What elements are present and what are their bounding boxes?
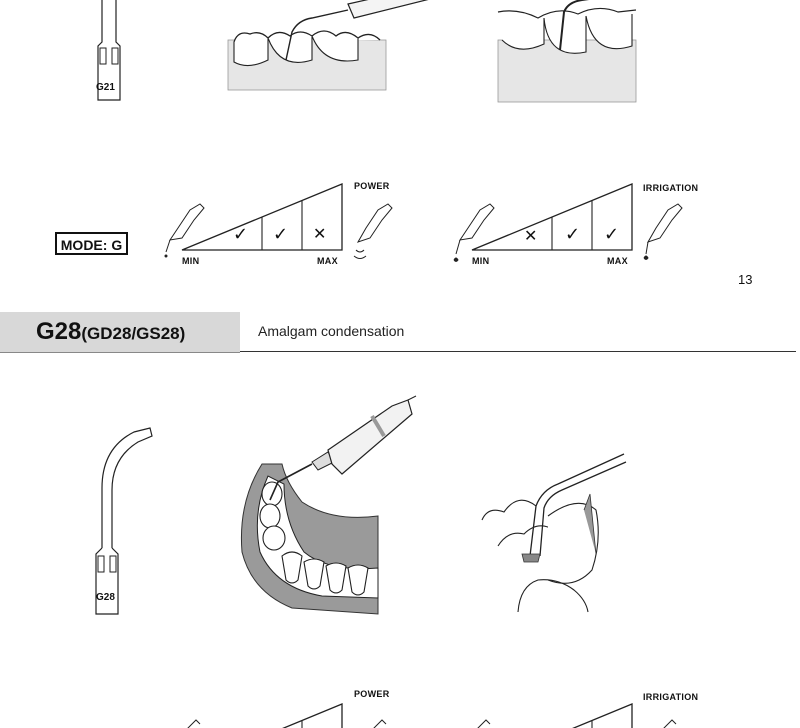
section-title-main: G28 bbox=[36, 318, 82, 345]
irrigation-max-label: MAX bbox=[607, 256, 628, 266]
power-min-label: MIN bbox=[182, 256, 200, 266]
power-max-label: MAX bbox=[317, 256, 338, 266]
g21-usage-illustration-1 bbox=[228, 0, 458, 92]
power-title: POWER bbox=[354, 181, 390, 191]
g21-tip-illustration bbox=[90, 0, 130, 110]
g21-usage-illustration-2 bbox=[498, 0, 638, 104]
irrigation-mark-2: ✓ bbox=[565, 224, 581, 245]
power-title-bottom: POWER bbox=[354, 689, 390, 699]
g28-usage-illustration-2 bbox=[478, 450, 628, 612]
g28-tip-label: G28 bbox=[96, 592, 115, 603]
section-description: Amalgam condensation bbox=[258, 323, 405, 339]
page-number: 13 bbox=[738, 272, 753, 287]
irrigation-title: IRRIGATION bbox=[643, 183, 699, 193]
irrigation-title-bottom: IRRIGATION bbox=[643, 692, 699, 702]
g21-tip-label: G21 bbox=[96, 82, 115, 93]
irrigation-mark-3: ✓ bbox=[604, 224, 620, 245]
mode-label: MODE: G bbox=[55, 232, 128, 255]
handpiece-icon-right bbox=[354, 204, 392, 259]
section-title-sub: (GD28/GS28) bbox=[81, 324, 186, 343]
irrigation-mark-1: ✕ bbox=[524, 226, 538, 245]
irrigation-min-label: MIN bbox=[472, 256, 490, 266]
power-mark-2: ✓ bbox=[273, 224, 289, 245]
power-mark-1: ✓ bbox=[233, 224, 249, 245]
g28-usage-illustration-1 bbox=[232, 392, 432, 616]
section-title bbox=[36, 318, 185, 346]
section-divider-line bbox=[240, 351, 796, 352]
handpiece-icon-right-irrigation bbox=[644, 204, 682, 260]
handpiece-icon-left-irrigation bbox=[454, 204, 494, 262]
power-mark-3: ✕ bbox=[313, 224, 327, 243]
